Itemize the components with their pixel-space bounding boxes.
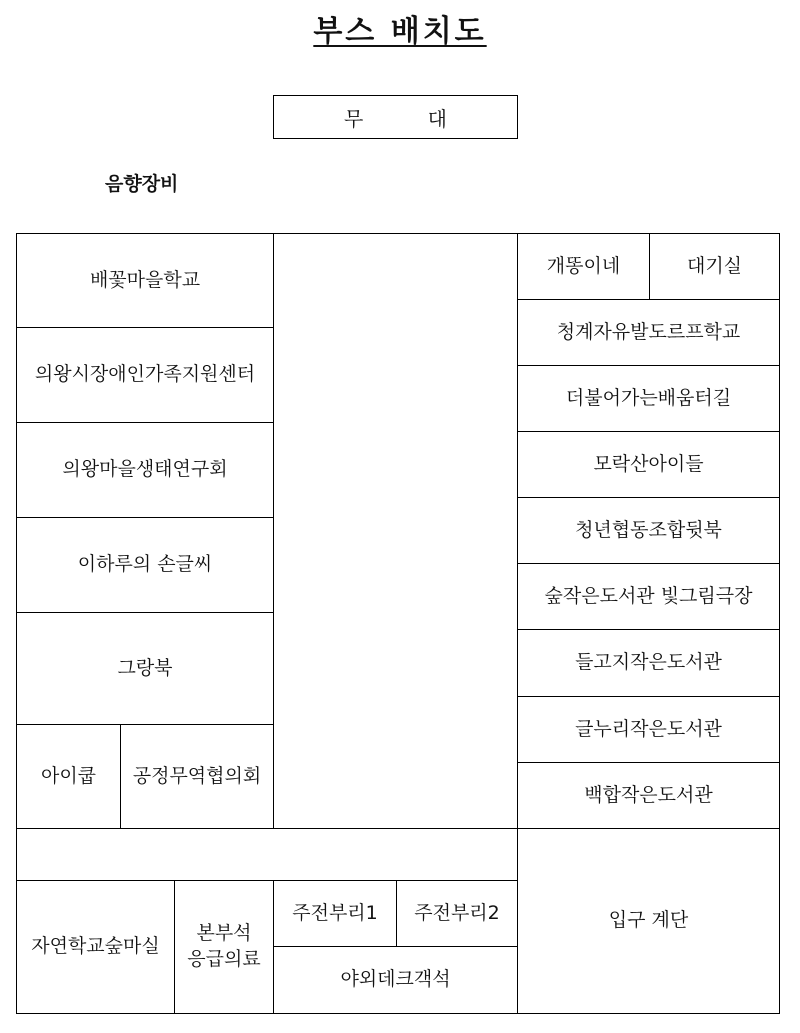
booth-gaettongine bbox=[517, 233, 650, 300]
booth-forest-library-theater bbox=[517, 563, 780, 630]
booth-label: 공정무역협의회 bbox=[132, 764, 262, 787]
booth-deulgoji-library bbox=[517, 629, 780, 697]
booth-label: 아이쿱 bbox=[40, 764, 97, 787]
booth-label: 대기실 bbox=[686, 254, 743, 277]
center-open-area bbox=[273, 233, 518, 829]
booth-disabled-family-support-center bbox=[16, 327, 274, 423]
booth-village-ecology-research bbox=[16, 422, 274, 518]
booth-calligraphy bbox=[16, 517, 274, 613]
booth-label: 의왕시장애인가족지원센터 bbox=[34, 363, 256, 386]
booth-label: 의왕마을생태연구회 bbox=[62, 458, 228, 481]
booth-label: 들고지작은도서관 bbox=[575, 651, 722, 674]
booth-label: 이하루의 손글씨 bbox=[77, 553, 213, 576]
booth-label: 야외데크객석 bbox=[340, 968, 451, 991]
headquarters-first-aid bbox=[174, 880, 274, 1014]
first-aid-label: 응급의료 bbox=[187, 948, 261, 970]
sound-equipment-label: 음향장비 bbox=[105, 173, 179, 195]
booth-label: 그랑북 bbox=[117, 656, 173, 679]
booth-icoop bbox=[16, 724, 121, 829]
entrance-stairs bbox=[517, 828, 780, 1014]
booth-label: 글누리작은도서관 bbox=[575, 717, 722, 740]
page-title-text: 부스 배치도 bbox=[313, 14, 487, 49]
booth-label: 청년협동조합뒷북 bbox=[575, 518, 722, 541]
stage-label: 무 대 bbox=[344, 106, 447, 131]
booth-moraksan-children bbox=[517, 431, 780, 498]
booth-grangbook bbox=[16, 612, 274, 725]
booth-label: 청계자유발도르프학교 bbox=[556, 320, 741, 343]
booth-nature-school bbox=[16, 880, 175, 1014]
booth-label: 더불어가는배움터길 bbox=[565, 386, 732, 409]
booth-label: 백합작은도서관 bbox=[584, 783, 713, 806]
page-title bbox=[0, 6, 800, 50]
booth-label: 배꽃마을학교 bbox=[89, 268, 201, 291]
booth-label: 모락산아이들 bbox=[593, 452, 704, 475]
waiting-room bbox=[649, 233, 780, 300]
booth-label: 자연학교숲마실 bbox=[31, 935, 160, 958]
booth-fair-trade-council bbox=[120, 724, 274, 829]
outdoor-deck-seating bbox=[273, 946, 518, 1014]
entrance-label: 입구 계단 bbox=[608, 909, 689, 932]
booth-label: 숲작은도서관 빛그림극장 bbox=[544, 584, 753, 607]
booth-snack-2 bbox=[396, 880, 518, 947]
stage-box bbox=[273, 95, 518, 139]
booth-label: 주전부리2 bbox=[414, 901, 500, 924]
headquarters-label: 본부석 bbox=[196, 922, 252, 945]
booth-baekhap-library bbox=[517, 762, 780, 829]
booth-label: 주전부리1 bbox=[292, 901, 378, 924]
booth-baekkot-village-school bbox=[16, 233, 274, 328]
booth-snack-1 bbox=[273, 880, 397, 947]
booth-learning-path bbox=[517, 365, 780, 432]
booth-youth-cooperative bbox=[517, 497, 780, 564]
booth-geulnuri-library bbox=[517, 696, 780, 763]
passage-area bbox=[16, 828, 518, 881]
booth-label: 개똥이네 bbox=[546, 254, 621, 277]
booth-waldorf-school bbox=[517, 299, 780, 366]
